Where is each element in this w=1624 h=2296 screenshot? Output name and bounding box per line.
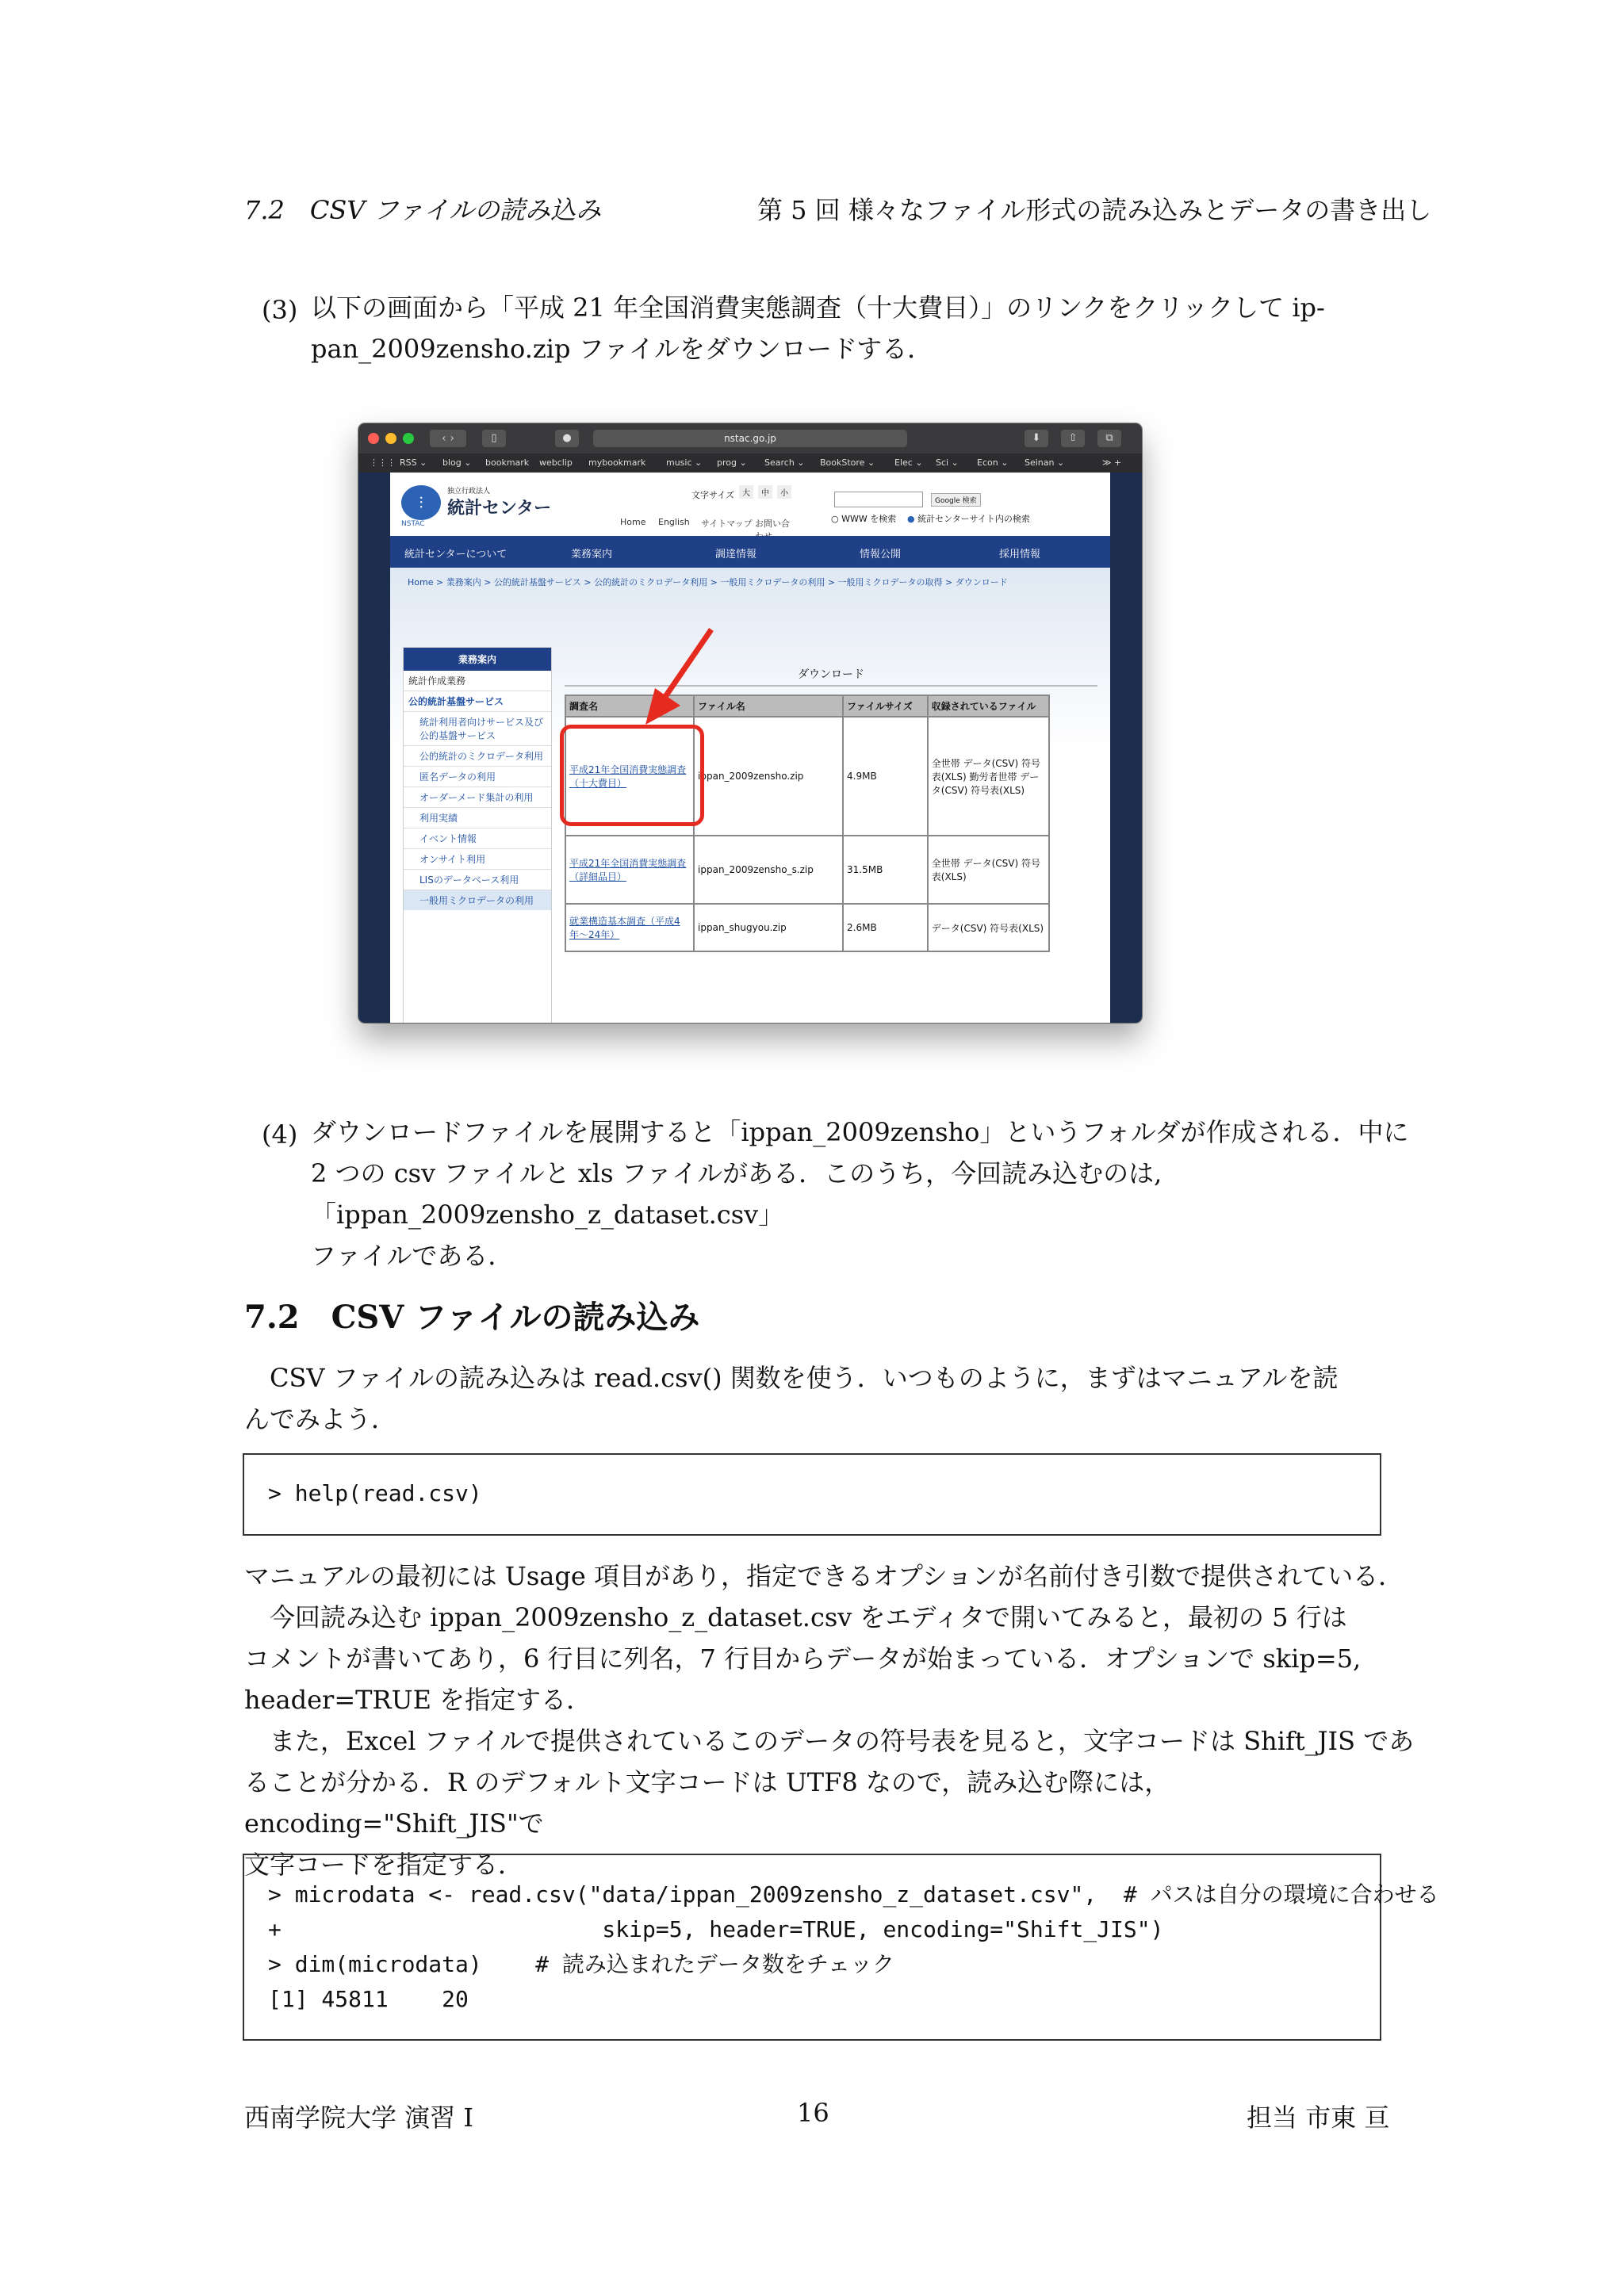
bookmark-11[interactable]: Econ ⌄ [977, 457, 1009, 468]
p1-line2: んでみよう． [244, 1404, 397, 1434]
share-icon[interactable]: ⇧ [1061, 430, 1085, 447]
site-header [390, 473, 1110, 536]
sidebar-item-10[interactable]: 一般用ミクロデータの利用 [404, 890, 551, 910]
page-right-margin [1110, 473, 1142, 1023]
code-2-line-2: + skip=5, header=TRUE, encoding="Shift_JIS") [268, 1916, 1164, 1942]
site-search-input[interactable] [834, 492, 923, 507]
search-site-label: 統計センターサイト内の検索 [917, 514, 1030, 524]
step-4-line1: ダウンロードファイルを展開すると「ippan_2009zensho」というフォルダが作成される．中に [311, 1117, 1409, 1147]
download-title: ダウンロード [565, 666, 1097, 687]
nstac-logo-icon[interactable]: ⫶ [401, 485, 441, 520]
paragraph-2 [244, 1556, 1418, 1720]
bookmark-1[interactable]: blog ⌄ [442, 457, 472, 468]
google-search-button[interactable]: Google 検索 [931, 493, 981, 507]
search-www-radio[interactable]: ○ WWW を検索 [831, 514, 897, 524]
red-arrow-icon [628, 623, 723, 734]
nav-recruit[interactable]: 採用情報 [999, 549, 1041, 561]
p3-line1: また，Excel ファイルで提供されているこのデータの符号表を見ると，文字コードは Shift_JIS であ [270, 1726, 1415, 1756]
step-3-text [311, 287, 1389, 369]
bookmark-8[interactable]: BookStore ⌄ [820, 457, 875, 468]
row-1-survey-link[interactable]: 平成21年全国消費実態調査（詳細品目） [569, 858, 687, 882]
row-1-contents: 全世帯 データ(CSV) 符号表(XLS) [928, 836, 1049, 904]
page-left-margin [358, 473, 390, 1023]
page-number: 16 [797, 2098, 829, 2128]
bookmark-2[interactable]: bookmark [485, 457, 530, 468]
row-1-survey [565, 836, 694, 904]
sidebar-item-4[interactable]: 匿名データの利用 [404, 767, 551, 787]
paragraph-1 [244, 1357, 1386, 1440]
tabs-icon[interactable]: ⧉ [1097, 430, 1121, 447]
font-size-label: 文字サイズ [691, 490, 735, 500]
bookmark-12[interactable]: Seinan ⌄ [1025, 457, 1065, 468]
sidebar-item-3[interactable]: 公的統計のミクロデータ利用 [404, 746, 551, 767]
row-0-file: ippan_2009zensho.zip [694, 717, 843, 836]
sidebar-item-5[interactable]: オーダーメード集計の利用 [404, 787, 551, 808]
row-2-size: 2.6MB [843, 904, 928, 951]
bookmark-0[interactable]: RSS ⌄ [400, 457, 427, 468]
row-1-size: 31.5MB [843, 836, 928, 904]
code-block-2 [243, 1854, 1439, 2041]
org-small-label: 独立行政法人 [447, 488, 491, 496]
row-2-contents: データ(CSV) 符号表(XLS) [928, 904, 1049, 951]
bookmark-5[interactable]: music ⌄ [666, 457, 703, 468]
link-sitemap[interactable]: サイトマップ [701, 519, 753, 529]
step-3-line1: 以下の画面から「平成 21 年全国消費実態調査（十大費目）」のリンクをクリックして ip- [311, 293, 1325, 323]
reader-icon[interactable]: ● [555, 430, 579, 447]
nav-about[interactable]: 統計センターについて [404, 549, 508, 561]
minimize-window-icon[interactable] [385, 433, 396, 444]
browser-titlebar [358, 423, 1142, 453]
row-2-survey [565, 904, 694, 951]
row-2-file: ippan_shugyou.zip [694, 904, 843, 951]
step-4-text [311, 1112, 1580, 1276]
link-contact[interactable]: お問い合 [755, 519, 790, 529]
font-medium-button[interactable]: 中 [758, 485, 772, 499]
section-title: 7.2 CSV ファイルの読み込み [244, 1299, 700, 1336]
step-4-number: (4) [262, 1119, 298, 1150]
step-3-line2: pan_2009zensho.zip ファイルをダウンロードする． [311, 334, 933, 364]
step-4-line3: ファイルである． [311, 1241, 514, 1271]
font-large-button[interactable]: 大 [739, 485, 753, 499]
table-row [565, 836, 1049, 904]
p2-line3: コメントが書いてあり，6 行目に列名，7 行目からデータが始まっている．オプションで skip=5, [244, 1644, 1362, 1674]
search-www-label: WWW を検索 [841, 514, 897, 524]
row-1-file: ippan_2009zensho_s.zip [694, 836, 843, 904]
sidebar-icon[interactable]: ▯ [482, 430, 506, 447]
p2-line4: header=TRUE を指定する． [244, 1685, 592, 1715]
org-abbr: NSTAC [401, 520, 425, 528]
org-name[interactable]: 統計センター [447, 499, 552, 519]
site-body [390, 568, 1110, 1023]
download-icon[interactable]: ⬇ [1025, 430, 1048, 447]
breadcrumb[interactable]: Home > 業務案内 > 公的統計基盤サービス > 公的統計のミクロデータ利用 > 一般用ミクロデータの利用 > 一般用ミクロデータの取得 > ダウンロード [408, 577, 1008, 587]
code-block-1 [243, 1453, 1381, 1536]
footer-left: 西南学院大学 演習 I [244, 2103, 473, 2133]
site-nav [390, 536, 1110, 568]
sidebar-item-9[interactable]: LISのデータベース利用 [404, 870, 551, 890]
bookmark-9[interactable]: Elec ⌄ [894, 457, 923, 468]
code-2-lines [268, 1877, 1439, 2017]
code-2-line-3: > dim(microdata) # 読み込まれたデータ数をチェック [268, 1951, 895, 1977]
link-english[interactable]: English [658, 517, 690, 527]
sidebar-title: 業務案内 [404, 648, 551, 671]
p3-line2: ることが分かる．R のデフォルト文字コードは UTF8 なので，読み込む際には，encoding="Shift_JIS"で [244, 1767, 1170, 1839]
running-header-right: 第 5 回 様々なファイル形式の読み込みとデータの書き出し [757, 195, 1432, 225]
p2-line1: マニュアルの最初には Usage 項目があり，指定できるオプションが名前付き引数で提供されている． [244, 1561, 1404, 1591]
running-header-left: 7.2 CSV ファイルの読み込み [244, 195, 601, 225]
table-row [565, 904, 1049, 951]
nav-procurement[interactable]: 調達情報 [715, 549, 757, 561]
maximize-window-icon[interactable] [403, 433, 414, 444]
browser-screenshot [358, 423, 1142, 1023]
code-1-line: > help(read.csv) [268, 1480, 482, 1506]
more-bookmarks-icon[interactable]: ≫ + [1102, 457, 1122, 468]
header-contents: 収録されているファイル [928, 695, 1049, 717]
code-2-line-1: > microdata <- read.csv("data/ippan_2009zensho_z_dataset.csv", # パスは自分の環境に合わせる [268, 1881, 1439, 1908]
step-3-number: (3) [262, 295, 298, 325]
header-survey: 調査名 [565, 695, 694, 717]
header-file: ファイル名 [694, 695, 843, 717]
p1-line1: CSV ファイルの読み込みは read.csv() 関数を使う．いつものように，まずはマニュアルを読 [270, 1363, 1339, 1393]
bookmarks-bar [358, 453, 1142, 473]
bookmark-7[interactable]: Search ⌄ [764, 457, 805, 468]
p2-line2: 今回読み込む ippan_2009zensho_z_dataset.csv をエディタで開いてみると，最初の 5 行は [270, 1602, 1347, 1632]
nav-disclosure[interactable]: 情報公開 [860, 549, 902, 561]
footer-right: 担当 市東 亘 [1247, 2103, 1390, 2133]
sidebar-item-2[interactable]: 統計利用者向けサービス及び公的基盤サービス [404, 712, 551, 746]
sidebar-item-7[interactable]: イベント情報 [404, 828, 551, 849]
p3-line3: 文字コードを指定する． [244, 1850, 524, 1880]
header-size: ファイルサイズ [843, 695, 928, 717]
nav-business[interactable]: 業務案内 [571, 549, 613, 561]
sidebar-item-8[interactable]: オンサイト利用 [404, 849, 551, 870]
row-2-survey-link[interactable]: 就業構造基本調査（平成4年〜24年） [569, 916, 680, 940]
sidebar-item-6[interactable]: 利用実績 [404, 808, 551, 828]
close-window-icon[interactable] [368, 433, 379, 444]
code-2-line-4: [1] 45811 20 [268, 1986, 469, 2012]
apps-grid-icon[interactable]: ⋮⋮⋮ [370, 457, 396, 468]
row-0-contents: 全世帯 データ(CSV) 符号表(XLS) 勤労者世帯 データ(CSV) 符号表(XLS) [928, 717, 1049, 836]
back-forward-icon[interactable]: ‹ › [430, 430, 466, 447]
link-home[interactable]: Home [620, 517, 646, 527]
bookmark-6[interactable]: prog ⌄ [717, 457, 747, 468]
row-0-survey-link[interactable]: 平成21年全国消費実態調査（十大費目） [569, 764, 687, 789]
step-4-line2: 2 つの csv ファイルと xls ファイルがある．このうち，今回読み込むのは,「ippan_2009zensho_z_dataset.csv」 [311, 1158, 1162, 1230]
address-bar[interactable]: nstac.go.jp [593, 430, 907, 447]
sidebar-item-1[interactable]: 公的統計基盤サービス [404, 691, 551, 712]
bookmark-10[interactable]: Sci ⌄ [936, 457, 959, 468]
bookmark-4[interactable]: mybookmark [588, 457, 646, 468]
bookmark-3[interactable]: webclip [539, 457, 573, 468]
sidebar [403, 647, 552, 1023]
highlight-box [560, 725, 704, 826]
sidebar-item-0[interactable]: 統計作成業務 [404, 671, 551, 691]
font-small-button[interactable]: 小 [777, 485, 791, 499]
search-site-radio[interactable]: ● 統計センターサイト内の検索 [907, 514, 1030, 524]
row-0-size: 4.9MB [843, 717, 928, 836]
